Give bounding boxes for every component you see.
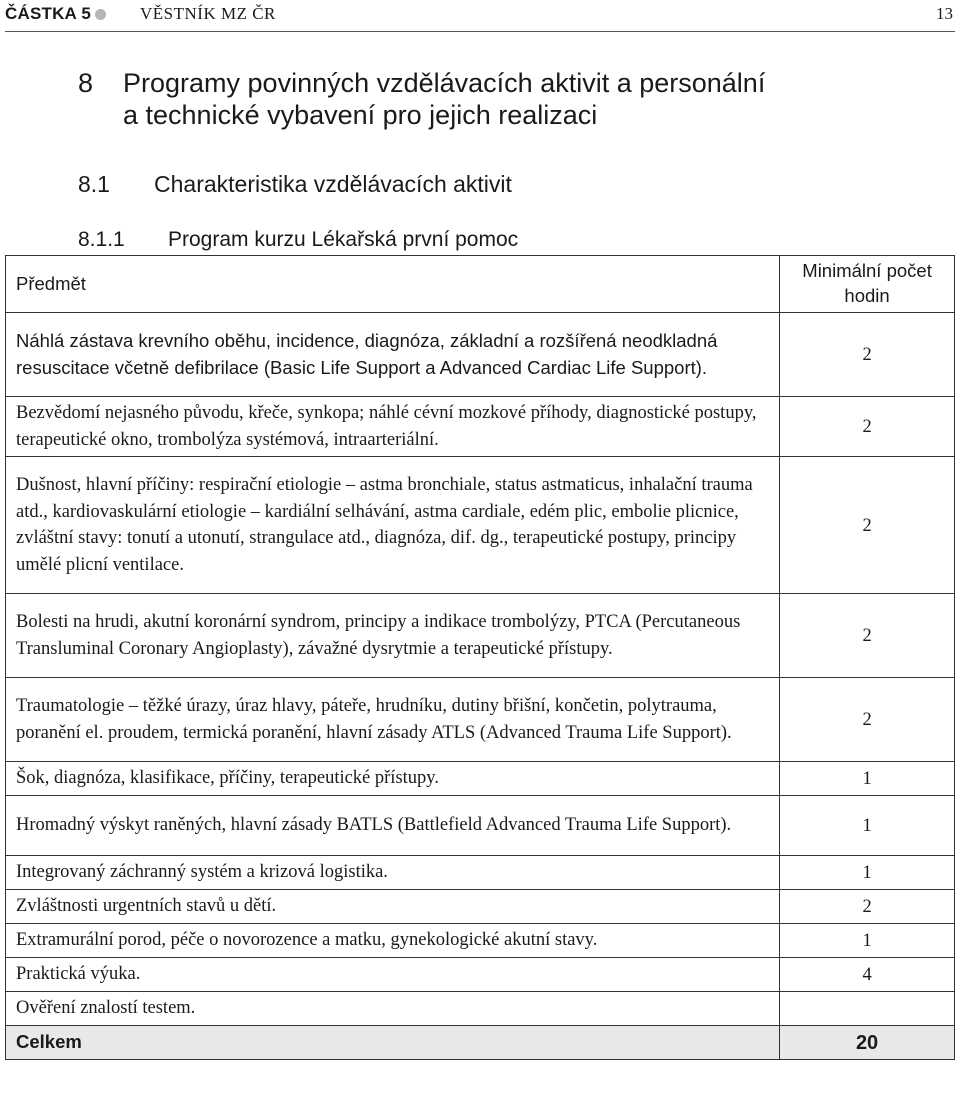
table-header-row: [6, 256, 955, 313]
table-row: [6, 313, 955, 397]
row-hours: [780, 992, 955, 1026]
section-title-line2: a technické vybavení pro jejich realizaci: [123, 100, 598, 130]
row-subject: Ověření znalostí testem.: [6, 992, 780, 1026]
row-hours: 2: [780, 890, 955, 924]
row-subject: Zvláštnosti urgentních stavů u dětí.: [6, 890, 780, 924]
total-row: [6, 1026, 955, 1060]
subsection-title: Charakteristika vzdělávacích aktivit: [154, 171, 512, 197]
row-subject: Hromadný výskyt raněných, hlavní zásady BATLS (Battlefield Advanced Trauma Life Support).: [6, 796, 780, 856]
table-row: [6, 924, 955, 958]
table-row: [6, 397, 955, 457]
table-row: [6, 457, 955, 594]
page-number: 13: [936, 4, 953, 23]
table-row: [6, 856, 955, 890]
total-hours: 20: [780, 1026, 955, 1060]
table-row: [6, 992, 955, 1026]
table-row: [6, 958, 955, 992]
row-subject: Praktická výuka.: [6, 958, 780, 992]
row-subject: Bolesti na hrudi, akutní koronární syndrom, principy a indikace trombolýzy, PTCA (Percutaneous Transluminal Coronary Angioplasty), závažné dysrytmie a terapeutické přístupy.: [6, 594, 780, 678]
row-subject: Bezvědomí nejasného původu, křeče, synkopa; náhlé cévní mozkové příhody, diagnostické postupy, terapeutické okno, trombolýza systémová, intraarteriální.: [6, 397, 780, 457]
total-label: Celkem: [6, 1026, 780, 1060]
table-row: [6, 890, 955, 924]
course-program-table: [5, 255, 955, 1060]
subsection-number: 8.1: [78, 171, 110, 197]
row-hours: 2: [780, 397, 955, 457]
header-hours: [780, 256, 955, 313]
row-subject: Integrovaný záchranný systém a krizová logistika.: [6, 856, 780, 890]
section-title-line1: Programy povinných vzdělávacích aktivit a personální: [123, 68, 766, 98]
row-subject: Náhlá zástava krevního oběhu, incidence, diagnóza, základní a rozšířená neodkladná resuscitace včetně defibrilace (Basic Life Support a Advanced Cardiac Life Support).: [6, 313, 780, 397]
section-number: 8: [78, 68, 94, 98]
row-hours: 1: [780, 856, 955, 890]
row-subject: Šok, diagnóza, klasifikace, příčiny, terapeutické přístupy.: [6, 762, 780, 796]
row-hours: 2: [780, 594, 955, 678]
subsubsection-number: 8.1.1: [78, 228, 125, 251]
row-hours: 1: [780, 924, 955, 958]
journal-name: VĚSTNÍK MZ ČR: [140, 4, 276, 23]
section-heading: [78, 66, 766, 101]
row-subject: Extramurální porod, péče o novorozence a matku, gynekologické akutní stavy.: [6, 924, 780, 958]
table-row: [6, 594, 955, 678]
row-hours: 2: [780, 457, 955, 594]
page-header: [5, 4, 955, 26]
header-hours-label: Minimální počet hodin: [802, 260, 932, 306]
issue-part: ČÁSTKA 5: [5, 4, 91, 23]
row-hours: 2: [780, 678, 955, 762]
table-row: [6, 796, 955, 856]
table-row: [6, 678, 955, 762]
subsubsection-title: Program kurzu Lékařská první pomoc: [168, 228, 519, 251]
row-hours: 4: [780, 958, 955, 992]
row-hours: 1: [780, 762, 955, 796]
row-hours: 1: [780, 796, 955, 856]
header-subject: Předmět: [6, 256, 780, 313]
row-hours: 2: [780, 313, 955, 397]
bullet-dot-icon: [95, 9, 106, 20]
row-subject: Traumatologie – těžké úrazy, úraz hlavy, páteře, hrudníku, dutiny břišní, končetin, polytrauma, poranění el. proudem, termická poranění, hlavní zásady ATLS (Advanced Trauma Life Support).: [6, 678, 780, 762]
table-row: [6, 762, 955, 796]
header-divider: [5, 31, 955, 32]
row-subject: Dušnost, hlavní příčiny: respirační etiologie – astma bronchiale, status astmaticus, inhalační trauma atd., kardiovaskulární etiologie – kardiální selhávání, astma cardiale, edém plic, embolie plicnice, zvláštní stavy: tonutí a utonutí, strangulace atd., diagnóza, dif. dg., terapeutické postupy, principy umělé plicní ventilace.: [6, 457, 780, 594]
